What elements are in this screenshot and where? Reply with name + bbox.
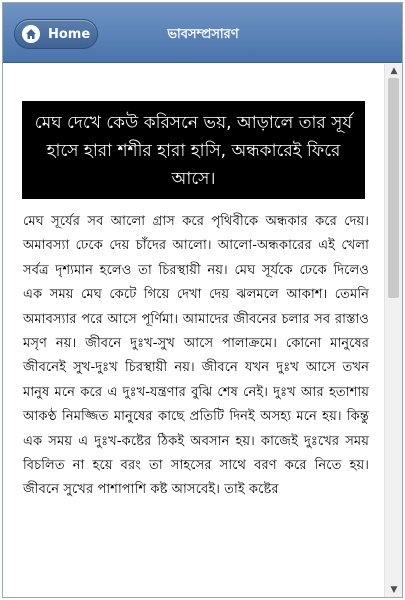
header-bar [3,3,402,63]
body-paragraph: মেঘ সূর্যের সব আলো গ্রাস করে পৃথিবীকে অন্ধকার করে দেয়। অমাবস্যা ঢেকে দেয় চাঁদের আলো। আলো-অন্ধকারের এই খেলা সর্বত্র দৃশ্যমান হলেও তা চিরস্থায়ী নয়। মেঘ সূর্যকে ঢেকে দিলেও এক সময় মেঘ কেটে গিয়ে দেখা দেয় ঝলমলে আকাশ। তেমনি অমাবস্যার পরে আসে পূর্ণিমা। আমাদের জীবনের চলার সব রাস্তাও মসৃণ নয়। জীবনে দুঃখ-সুখ আসে পালাক্রমে। কোনো মানুষের জীবনেই সুখ-দুঃখ চিরস্থায়ী নয়। জীবনে যখন দুঃখ আসে তখন মানুষ মনে করে এ দুঃখ-যন্ত্রণার বুঝি শেষ নেই। দুঃখ আর হতাশায় আকণ্ঠ নিমজ্জিত মানুষের কাছে প্রতিটি দিনই অসহ্য মনে হয়। কিন্তু এক সময় এ দুঃখ-কষ্টের ঠিকই অবসান হয়। কাজেই দুঃখের সময় বিচলিত না হয়ে বরং তা সাহসের সাথে বরণ করে নিতে হয়। জীবনে সুখের পাশাপাশি কষ্ট আসবেই। তাই কষ্টের [23,214,369,498]
home-icon [22,25,40,43]
home-button-label: Home [48,26,91,42]
scroll-up-icon[interactable]: ▲ [390,66,398,76]
page-title: ভাবসম্প্রসারণ [167,27,239,42]
content-area [3,64,383,597]
quote-box [22,101,365,199]
app-frame [2,2,403,598]
scroll-down-icon[interactable]: ▼ [390,585,398,595]
quote-text: মেঘ দেখে কেউ করিসনে ভয়, আড়ালে তার সূর্য হাসে হারা শশীর হারা হাসি, অন্ধকারেই ফিরে আসে। [34,113,353,189]
vertical-scrollbar[interactable] [384,64,402,597]
home-button[interactable] [14,19,98,49]
scroll-thumb[interactable] [388,78,399,298]
